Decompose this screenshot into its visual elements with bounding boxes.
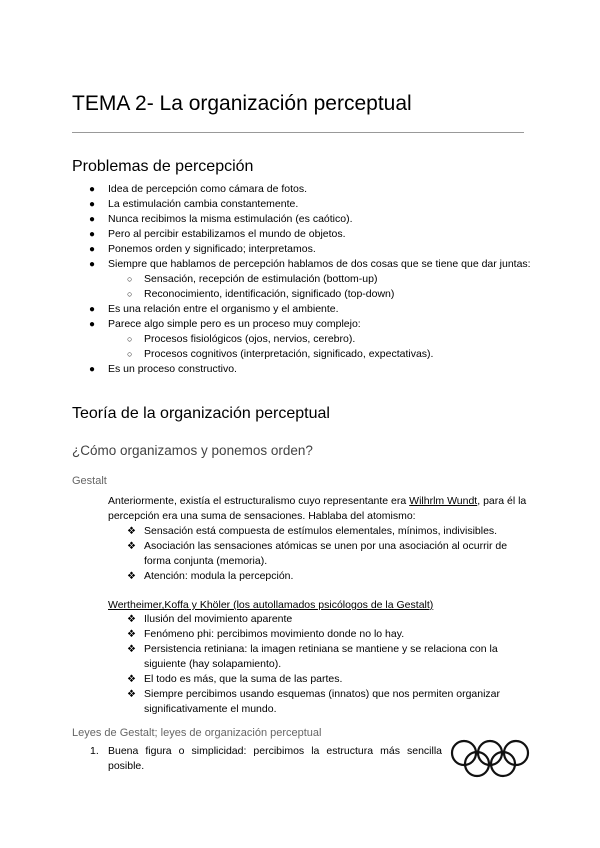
problemas-list [72, 182, 544, 377]
diamond-bullet-icon: ❖ [127, 571, 136, 582]
sub-list-item: ○ Procesos fisiológicos (ojos, nervios, cerebro). [127, 333, 356, 345]
list-item: ❖ Asociación las sensaciones atómicas se unen por una asociación al ocurrir de forma conjunta (memoria). [127, 540, 508, 567]
diamond-bullet-icon: ❖ [127, 614, 136, 625]
list-item: ❖ El todo es más, que la suma de las partes. [127, 673, 343, 685]
gestalt-label: Gestalt [72, 475, 107, 487]
list-item: ● Idea de percepción como cámara de fotos. [89, 183, 308, 195]
list-item: ❖ Persistencia retiniana: la imagen retiniana se mantiene y se relaciona con la siguiente (hay solapamiento). [127, 643, 498, 670]
list-item: ❖ Atención: modula la percepción. [127, 570, 294, 582]
list-item: ❖ Sensación está compuesta de estímulos elementales, mínimos, indivisibles. [127, 525, 498, 537]
section-heading-problemas: Problemas de percepción [72, 158, 254, 175]
list-item: ❖ Ilusión del movimiento aparente [127, 613, 293, 625]
estructuralismo-paragraph: Anteriormente, existía el estructuralismo cuyo representante era Wilhrlm Wundt, para él la percepción era una suma de sensaciones. Hablaba del atomismo: [108, 495, 527, 522]
bullet-icon: ● [89, 229, 96, 240]
diamond-bullet-icon: ❖ [127, 526, 136, 537]
circle-bullet-icon: ○ [127, 334, 133, 344]
page-title: TEMA 2- La organización perceptual [72, 92, 412, 115]
olympic-rings-figure [450, 738, 530, 778]
section-heading-teoria: Teoría de la organización perceptual [72, 405, 330, 422]
list-item: ● Parece algo simple pero es un proceso muy complejo: [89, 318, 361, 330]
list-item: ● Es una relación entre el organismo y el ambiente. [89, 303, 339, 315]
ordered-list-item: 1. Buena figura o simplicidad: percibimos la estructura más sencilla posible. [90, 745, 442, 772]
circle-bullet-icon: ○ [127, 289, 133, 299]
gestalt-authors-paragraph [108, 598, 528, 613]
list-item: ● Ponemos orden y significado; interpretamos. [89, 243, 316, 255]
list-item: ● La estimulación cambia constantemente. [89, 198, 299, 210]
list-item: ● Pero al percibir estabilizamos el mundo de objetos. [89, 228, 346, 240]
diamond-bullet-icon: ❖ [127, 541, 136, 552]
list-item: ❖ Fenómeno phi: percibimos movimiento donde no lo hay. [127, 628, 405, 640]
bullet-icon: ● [89, 244, 96, 255]
list-item: ● Siempre que hablamos de percepción hablamos de dos cosas que se tiene que dar juntas: [89, 258, 531, 270]
subheading-como-organizamos: ¿Cómo organizamos y ponemos orden? [72, 443, 313, 458]
diamond-bullet-icon: ❖ [127, 644, 136, 655]
gestalt-phenomena-list [108, 612, 508, 717]
sub-list-item: ○ Reconocimiento, identificación, significado (top-down) [127, 288, 395, 300]
leyes-list [72, 744, 442, 774]
bullet-icon: ● [89, 319, 96, 330]
diamond-bullet-icon: ❖ [127, 674, 136, 685]
bullet-icon: ● [89, 214, 96, 225]
list-item: ● Es un proceso constructivo. [89, 363, 237, 375]
gestalt-authors-link[interactable]: Wertheimer,Koffa y Khöler (los autollamados psicólogos de la Gestalt) [108, 599, 434, 611]
atomismo-list [108, 524, 508, 584]
title-divider [72, 132, 524, 133]
list-item: ❖ Siempre percibimos usando esquemas (innatos) que nos permiten organizar significativamente el mundo. [127, 688, 501, 715]
bullet-icon: ● [89, 184, 96, 195]
diamond-bullet-icon: ❖ [127, 689, 136, 700]
wundt-link[interactable]: Wilhrlm Wundt [409, 495, 478, 507]
leyes-gestalt-label: Leyes de Gestalt; leyes de organización perceptual [72, 727, 322, 739]
circle-bullet-icon: ○ [127, 349, 133, 359]
bullet-icon: ● [89, 199, 96, 210]
bullet-icon: ● [89, 364, 96, 375]
sub-list-item: ○ Procesos cognitivos (interpretación, significado, expectativas). [127, 348, 434, 360]
bullet-icon: ● [89, 259, 96, 270]
bullet-icon: ● [89, 304, 96, 315]
circle-bullet-icon: ○ [127, 274, 133, 284]
sub-list-item: ○ Sensación, recepción de estimulación (bottom-up) [127, 273, 378, 285]
list-item: ● Nunca recibimos la misma estimulación (es caótico). [89, 213, 353, 225]
diamond-bullet-icon: ❖ [127, 629, 136, 640]
